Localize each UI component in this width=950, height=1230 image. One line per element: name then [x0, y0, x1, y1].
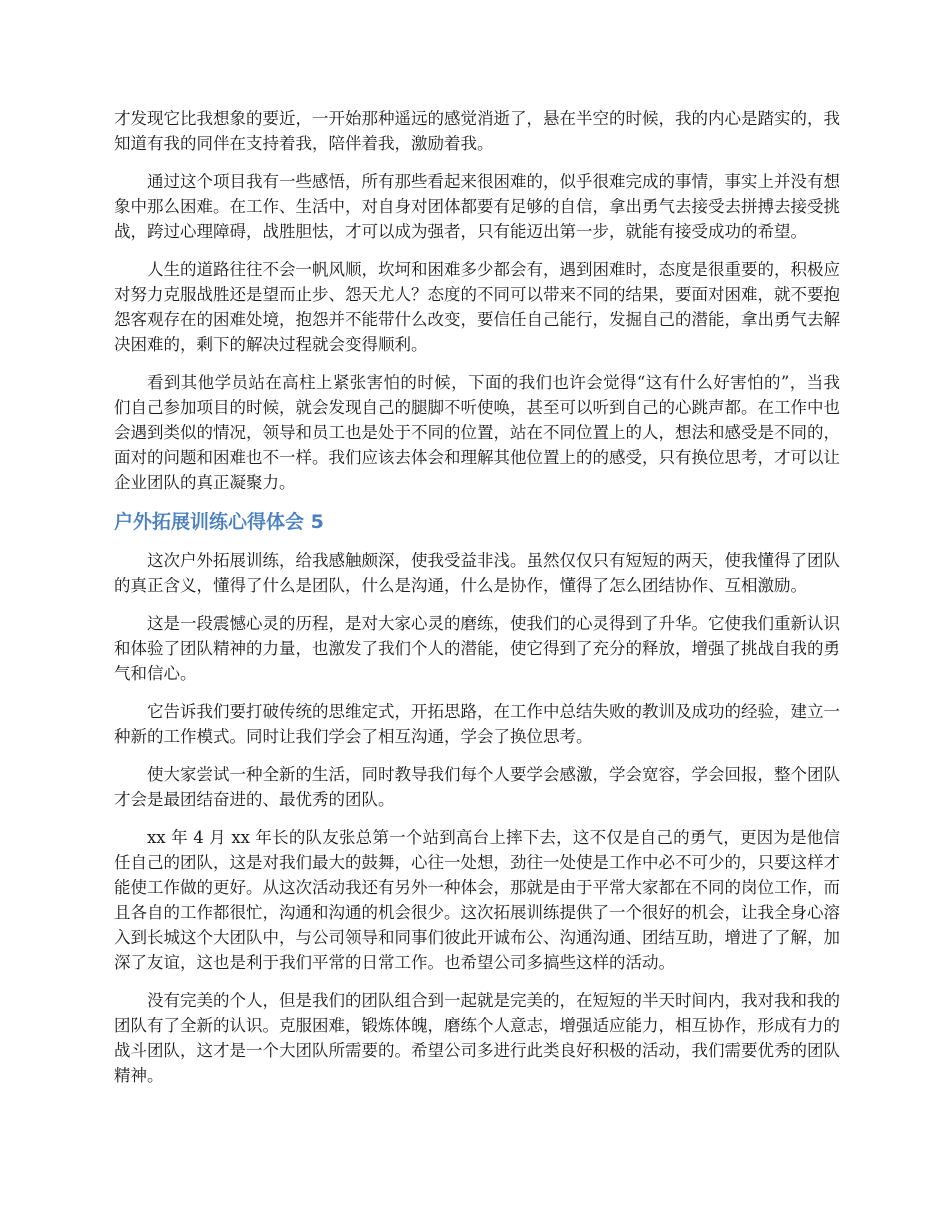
paragraph: 没有完美的个人，但是我们的团队组合到一起就是完美的，在短短的半天时间内，我对我和我的团队有了全新的认识。克服困难，锻炼体魄，磨练个人意志，增强适应能力，相互协作，形成有力的战斗团队，这才是一个大团队所需要的。希望公司多进行此类良好积极的活动，我们需要优秀的团队精神。	[114, 991, 840, 1085]
paragraph: 才发现它比我想象的要近，一开始那种遥远的感觉消逝了，悬在半空的时候，我的内心是踏实的，我知道有我的同伴在支持着我，陪伴着我，激励着我。	[114, 109, 840, 153]
paragraph: 通过这个项目我有一些感悟，所有那些看起来很困难的，似乎很难完成的事情，事实上并没有想象中那么困难。在工作、生活中，对自身对团体都要有足够的自信，拿出勇气去接受去拼搏去接受挑战，跨过心理障碍，战胜胆怯，才可以成为强者，只有能迈出第一步，就能有接受成功的希望。	[114, 172, 840, 241]
paragraph: xx 年 4 月 xx 年长的队友张总第一个站到高台上摔下去，这不仅是自己的勇气，更因为是他信任自己的团队，这是对我们最大的鼓舞，心往一处想，劲往一处使是工作中必不可少的，只要这样才能使工作做的更好。从这次活动我还有另外一种体会，那就是由于平常大家都在不同的岗位工作，而且各自的工作都很忙，沟通和沟通的机会很少。这次拓展训练提供了一个很好的机会，让我全身心溶入到长城这个大团队中，与公司领导和同事们彼此开诚布公、沟通沟通、团结互助，增进了了解，加深了友谊，这也是利于我们平常的日常工作。也希望公司多搞些这样的活动。	[114, 828, 840, 972]
document-page	[114, 106, 840, 1101]
paragraph: 它告诉我们要打破传统的思维定式，开拓思路，在工作中总结失败的教训及成功的经验，建立一种新的工作模式。同时让我们学会了相互沟通，学会了换位思考。	[114, 702, 840, 746]
paragraph: 看到其他学员站在高柱上紧张害怕的时候，下面的我们也许会觉得“这有什么好害怕的”，当我们自己参加项目的时候，就会发现自己的腿脚不听使唤，甚至可以听到自己的心跳声都。在工作中也会遇到类似的情况，领导和员工也是处于不同的位置，站在不同位置上的人，想法和感受是不同的，面对的问题和困难也不一样。我们应该去体会和理解其他位置上的的感受，只有换位思考，才可以让企业团队的真正凝聚力。	[114, 373, 840, 492]
paragraph: 使大家尝试一种全新的生活，同时教导我们每个人要学会感激，学会宽容，学会回报，整个团队才会是最团结奋进的、最优秀的团队。	[114, 765, 840, 809]
section-heading: 户外拓展训练心得体会 5	[114, 511, 324, 533]
paragraph: 这次户外拓展训练，给我感触颇深，使我受益非浅。虽然仅仅只有短短的两天，使我懂得了团队的真正含义，懂得了什么是团队，什么是沟通，什么是协作，懂得了怎么团结协作、互相激励。	[114, 551, 840, 595]
paragraph: 人生的道路往往不会一帆风顺，坎坷和困难多少都会有，遇到困难时，态度是很重要的，积极应对努力克服战胜还是望而止步、怨天尤人？态度的不同可以带来不同的结果，要面对困难，就不要抱怨客观存在的困难处境，抱怨并不能带什么改变，要信任自己能行，发掘自己的潜能，拿出勇气去解决困难的，剩下的解决过程就会变得顺利。	[114, 260, 840, 354]
paragraph: 这是一段震憾心灵的历程，是对大家心灵的磨练，使我们的心灵得到了升华。它使我们重新认识和体验了团队精神的力量，也激发了我们个人的潜能，使它得到了充分的释放，增强了挑战自我的勇气和信心。	[114, 614, 840, 683]
